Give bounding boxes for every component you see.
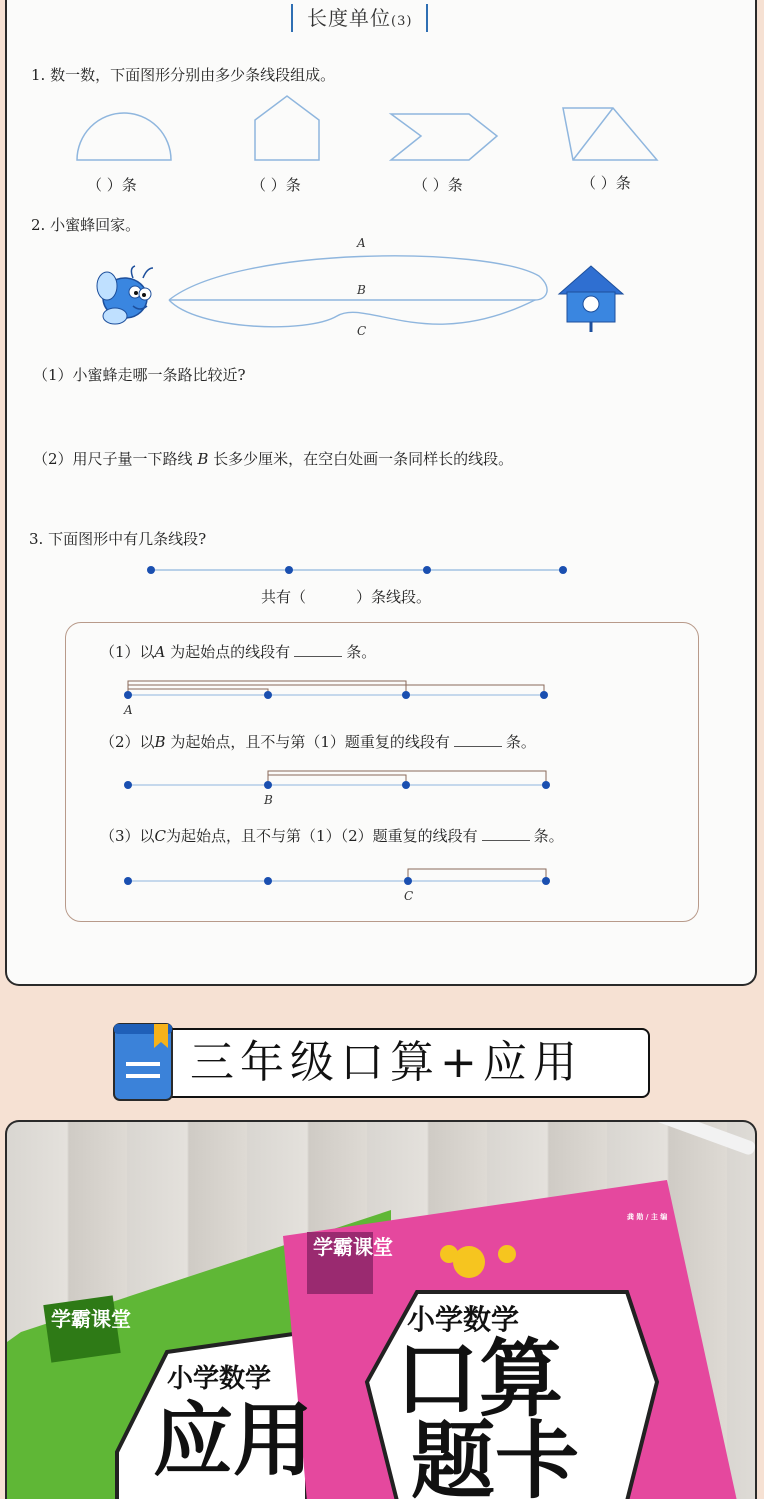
- question-3: 3. 下面图形中有几条线段?: [29, 530, 207, 548]
- question-2-part-1: （1）小蜜蜂走哪一条路比较近?: [33, 366, 246, 384]
- route-c: [169, 300, 535, 327]
- book-icon: [112, 1022, 176, 1102]
- bee-icon: [97, 266, 153, 324]
- q3-sub-1: [100, 641, 376, 662]
- q3-sub-3: [100, 825, 564, 846]
- route-label-b: B: [357, 283, 366, 297]
- q3-sub3-diagram: [66, 859, 696, 889]
- birdhouse-icon: [559, 266, 623, 332]
- q3-s3-var: C: [154, 827, 167, 845]
- pink-book-title-1: 口算: [395, 1330, 564, 1428]
- q3-s3-blank[interactable]: [482, 840, 530, 841]
- triangle-figure: [563, 108, 657, 160]
- q3-s2-a: （2）以: [100, 733, 155, 751]
- q3-s3-b: 为起始点，且不与第（1）（2）题重复的线段有: [166, 827, 478, 845]
- q1-figures: [7, 90, 757, 170]
- q1-blank-1[interactable]: （ ）条: [87, 176, 137, 194]
- point-dot: [147, 566, 155, 574]
- q1-blank-2[interactable]: （ ）条: [251, 176, 301, 194]
- product-photo: [5, 1120, 757, 1499]
- q3-s1-var: A: [154, 643, 166, 661]
- point-label-b: B: [264, 793, 273, 807]
- q3-total-a: 共有（: [261, 588, 307, 606]
- q2-part2-text-a: （2）用尺子量一下路线: [33, 450, 193, 468]
- q2-part2-text-b: 长多少厘米，在空白处画一条同样长的线段。: [213, 450, 514, 468]
- semicircle-figure: [77, 113, 171, 160]
- q3-total-b: ）条线段。: [356, 588, 432, 606]
- q3-s2-blank[interactable]: [454, 746, 502, 747]
- q3-s1-a: （1）以: [100, 643, 155, 661]
- green-book-subtitle: 小学数学: [167, 1364, 272, 1394]
- banner-title: 三年级口算+应用: [190, 1037, 583, 1088]
- q3-s3-c: 条。: [533, 827, 564, 845]
- route-label-a: A: [357, 236, 366, 250]
- q3-main-line: [7, 560, 757, 580]
- q2-part2-var: B: [197, 450, 209, 468]
- question-2: 2. 小蜜蜂回家。: [31, 216, 141, 234]
- q3-s1-c: 条。: [346, 643, 377, 661]
- q3-s1-b: 为起始点的线段有: [170, 643, 291, 661]
- q3-subquestions-box: [65, 622, 699, 922]
- q3-s2-b: 为起始点，且不与第（1）题重复的线段有: [170, 733, 450, 751]
- green-book-brand: 学霸课堂: [51, 1307, 131, 1331]
- question-1: 1. 数一数，下面图形分别由多少条线段组成。: [31, 66, 336, 84]
- point-dot: [285, 566, 293, 574]
- house-figure: [255, 96, 319, 160]
- worksheet-page: [5, 0, 757, 986]
- bee-route-diagram: [7, 236, 757, 346]
- page-title-number: (3): [391, 14, 413, 29]
- q3-s2-c: 条。: [505, 733, 536, 751]
- q1-blank-3[interactable]: （ ）条: [413, 176, 463, 194]
- pink-book-title-2: 题卡: [411, 1412, 580, 1499]
- point-label-a: A: [124, 703, 133, 717]
- pink-book-subtitle: 小学数学: [407, 1303, 520, 1336]
- page-title: [291, 4, 428, 32]
- green-book-title: 应用: [153, 1394, 313, 1487]
- pink-book-editor: 龚 勋 / 主 编: [627, 1213, 668, 1221]
- page-title-text: 长度单位: [307, 6, 391, 30]
- q3-sub2-diagram: [66, 763, 696, 793]
- route-label-c: C: [357, 324, 367, 338]
- q3-total: [261, 586, 431, 607]
- q3-sub1-diagram: [66, 669, 696, 709]
- point-dot: [423, 566, 431, 574]
- q3-s3-a: （3）以: [100, 827, 155, 845]
- question-2-part-2: [33, 448, 513, 469]
- q3-s2-var: B: [154, 733, 166, 751]
- q3-sub-2: [100, 731, 536, 752]
- point-dot: [559, 566, 567, 574]
- q1-blank-4[interactable]: （ ）条: [581, 174, 631, 192]
- pink-book-brand: 学霸课堂: [313, 1235, 393, 1259]
- q3-s1-blank[interactable]: [294, 656, 342, 657]
- section-banner: [112, 1022, 652, 1100]
- point-label-c: C: [404, 889, 414, 903]
- arrow-figure: [391, 114, 497, 160]
